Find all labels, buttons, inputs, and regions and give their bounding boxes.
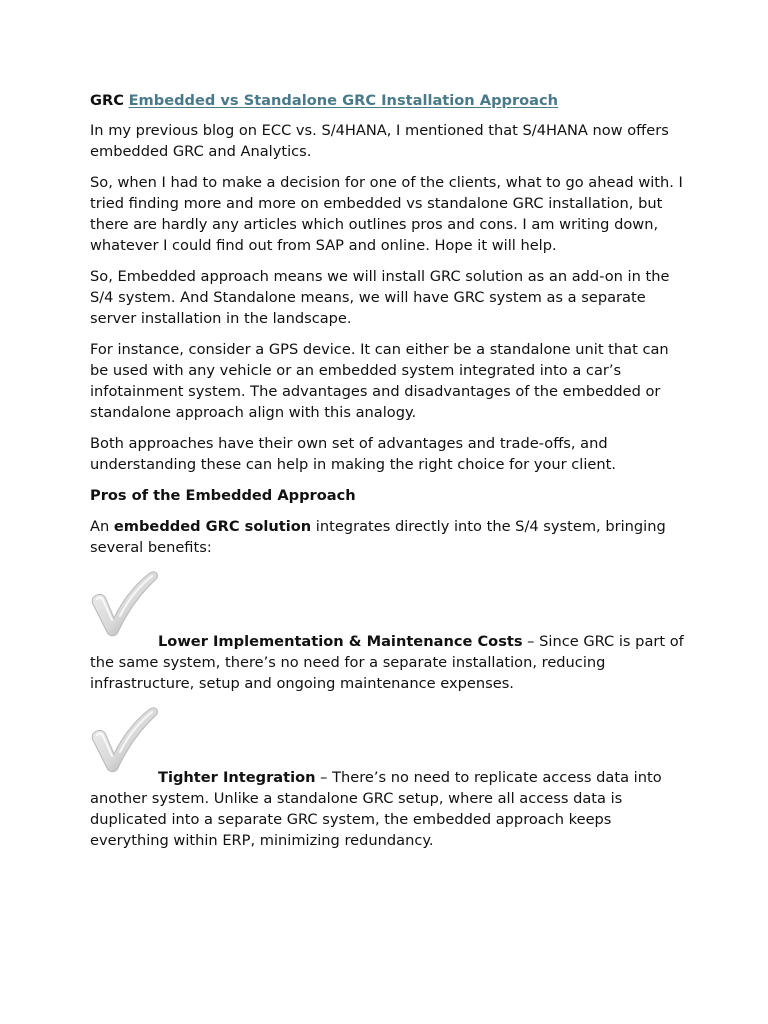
document-title xyxy=(90,90,690,111)
paragraph-analogy: For instance, consider a GPS device. It can either be a standalone unit that can be used with any vehicle or an embedded system integrated into a car’s infotainment system. The advantages and disadvantages of the embedded or standalone approach align with this analogy. xyxy=(90,341,669,421)
embedded-intro xyxy=(90,516,690,558)
benefit-text xyxy=(90,631,690,694)
benefit-description: – Since GRC is part of the same system, there’s no need for a separate installation, reducing infrastructure, setup and ongoing maintenance expenses. xyxy=(90,633,684,692)
embedded-intro-after: integrates directly into the S/4 system, bringing several benefits: xyxy=(90,518,666,556)
paragraph-intro: In my previous blog on ECC vs. S/4HANA, I mentioned that S/4HANA now offers embedded GRC and Analytics. xyxy=(90,122,669,160)
paragraph-decision: So, when I had to make a decision for one of the clients, what to go ahead with. I tried finding more and more on embedded vs standalone GRC installation, but there are hardly any articles which outlines pros and cons. I am writing down, whatever I could find out from SAP and online. Hope it will help. xyxy=(90,174,683,254)
checkmark-icon xyxy=(90,706,160,774)
paragraph-tradeoffs: Both approaches have their own set of advantages and trade-offs, and understanding these can help in making the right choice for your client. xyxy=(90,435,616,473)
benefit-item xyxy=(90,570,690,694)
benefit-description: – There’s no need to replicate access data into another system. Unlike a standalone GRC setup, where all access data is duplicated into a separate GRC system, the embedded approach keeps everything within ERP, minimizing redundancy. xyxy=(90,769,662,849)
embedded-intro-before: An xyxy=(90,518,114,535)
benefit-title: Tighter Integration xyxy=(158,769,316,786)
benefit-text xyxy=(90,767,690,851)
document-page xyxy=(90,90,690,863)
title-prefix: GRC xyxy=(90,92,124,109)
paragraph-definition: So, Embedded approach means we will install GRC solution as an add-on in the S/4 system. And Standalone means, we will have GRC system as a separate server installation in the landscape. xyxy=(90,268,670,327)
pros-heading: Pros of the Embedded Approach xyxy=(90,487,356,504)
benefit-item xyxy=(90,706,690,851)
checkmark-icon xyxy=(90,570,160,638)
embedded-intro-bold: embedded GRC solution xyxy=(113,518,312,535)
benefit-title: Lower Implementation & Maintenance Costs xyxy=(158,633,523,650)
title-link[interactable]: Embedded vs Standalone GRC Installation Approach xyxy=(128,92,559,109)
